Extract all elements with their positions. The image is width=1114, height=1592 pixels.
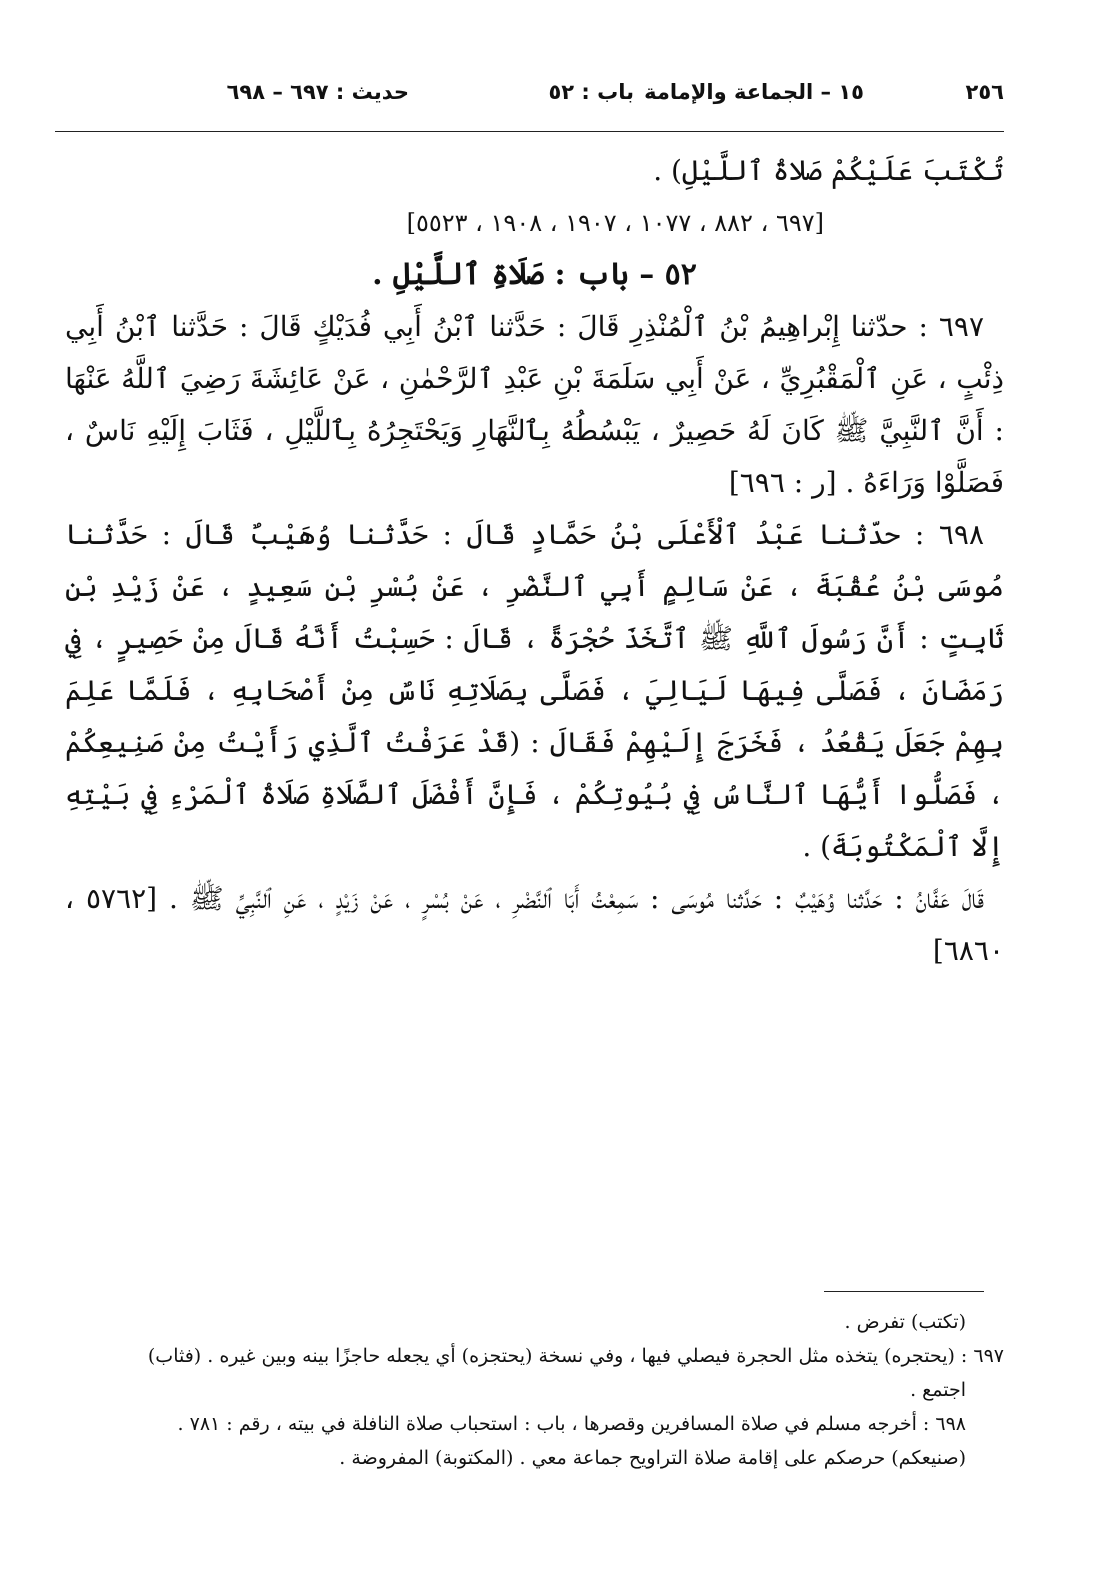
hadith-697: ٦٩٧ : حدّثنا إِبْراهِيمُ بْنُ ٱلْمُنْذِرِ قَالَ : حَدَّثنا ٱبْنُ أَبِي فُدَيْكٍ قَالَ : حَدَّثنا ٱبْنُ أَبِي ذِئْبٍ ، عَنِ ٱلْمَقْبُرِيِّ ، عَنْ أَبِي سَلَمَةَ بْنِ عَبْدِ ٱلرَّحْمٰنِ ، عَنْ عَائِشَةَ رَضِيَ ٱللَّهُ عَنْهَا : أَنَّ ٱلنَّبِيَّ ﷺ كَانَ لَهُ حَصِيرٌ ، يَبْسُطُهُ بِٱلنَّهَارِ وَيَحْتَجِرُهُ بِٱللَّيْلِ ، فَثَابَ إِلَيْهِ نَاسٌ ، فَصَلَّوْا وَرَاءَهُ . [ر : ٦٩٦]: [65, 310, 1004, 499]
footnote-698: ٦٩٨ : أخرجه مسلم في صلاة المسافرين وقصرها ، باب : استحباب صلاة النافلة في بيته ، رقم : ٧٨١ .: [177, 1413, 966, 1435]
hadith-698: ٦٩٨ : حدّثنا عَبْدُ ٱلْأَعْلَى بْنُ حَمَّادٍ قَالَ : حَدَّثنا وُهَيْبٌ قَالَ : حَدَّثنا مُوسَى بْنُ عُقْبَةَ ، عَنْ سَالِمٍ أَبِي ٱلنَّضْرِ ، عَنْ بُسْرِ بْنِ سَعِيدٍ ، عَنْ زَيْدِ بْنِ ثَابِتٍ : أَنَّ رَسُولَ ٱللَّهِ ﷺ ٱتَّخَذَ حُجْرَةً ، قَالَ : حَسِبْتُ أَنَّهُ قَالَ مِنْ حَصِيرٍ ، فِي رَمَضَانَ ، فَصَلَّى فِيهَا لَيَالِيَ ، فَصَلَّى بِصَلَاتِهِ نَاسٌ مِنْ أَصْحَابِهِ ، فَلَمَّا عَلِمَ بِهِمْ جَعَلَ يَقْعُدُ ، فَخَرَجَ إِلَيْهِمْ فَقَالَ : (قَدْ عَرَفْتُ ٱلَّذِي رَأَيْتُ مِنْ صَنِيعِكُمْ ، فَصَلُّوا أَيُّهَا ٱلنَّاسُ فِي بُيُوتِكُمْ ، فَإِنَّ أَفْضَلَ ٱلصَّلَاةِ صَلَاةُ ٱلْمَرْءِ فِي بَيْتِهِ إِلَّا ٱلْمَكْتُوبَةَ) .: [65, 518, 1004, 863]
footnote-697-cont: اجتمع .: [910, 1379, 966, 1401]
footnotes: [60, 1305, 1004, 1475]
main-text: [65, 145, 1004, 977]
running-header: [55, 80, 1004, 120]
footnote-697: ٦٩٧ : (يحتجره) يتخذه مثل الحجرة فيصلي فيها ، وفي نسخة (يحتجزه) أي يجعله حاجزًا بينه وبين غيره . (فثاب): [147, 1345, 1004, 1367]
hadith-range: حديث : ٦٩٧ – ٦٩٨: [226, 80, 409, 104]
cross-references: [٦٩٧ ، ٨٨٢ ، ١٠٧٧ ، ١٩٠٧ ، ١٩٠٨ ، ٥٥٢٣]: [406, 209, 824, 237]
header-divider: [55, 131, 1004, 132]
hadith-698-affan: قَالَ عَفَّانُ : حَدَّثنا وُهَيْبٌ : حَدَّثنا مُوسَى : سَمِعْتُ أَبَا ٱلنَّضْرِ ، عَنْ بُسْرٍ ، عَنْ زَيْدٍ ، عَنِ ٱلنَّبِيِّ ﷺ . [٥٧٦٢ ، ٦٨٦٠]: [65, 882, 1004, 967]
continuation-line: تُكْتَبَ عَلَيْكُمْ صَلاةُ ٱللَّيْلِ) .: [653, 154, 1004, 187]
chapter-title: ٥٢ – باب : صَلَاةِ ٱللَّيْلِ .: [372, 257, 697, 292]
footnote-divider: [824, 1291, 984, 1292]
footnote-tuktab: (تكتب) تفرض .: [844, 1311, 966, 1333]
footnote-saniikum: (صنيعكم) حرصكم على إقامة صلاة التراويح جماعة معي . (المكتوبة) المفروضة .: [339, 1447, 966, 1469]
page-number: ٢٥٦: [965, 80, 1004, 104]
book-title: ١٥ – الجماعة والإمامة: [644, 80, 864, 104]
chapter-number: باب : ٥٢: [548, 80, 634, 104]
